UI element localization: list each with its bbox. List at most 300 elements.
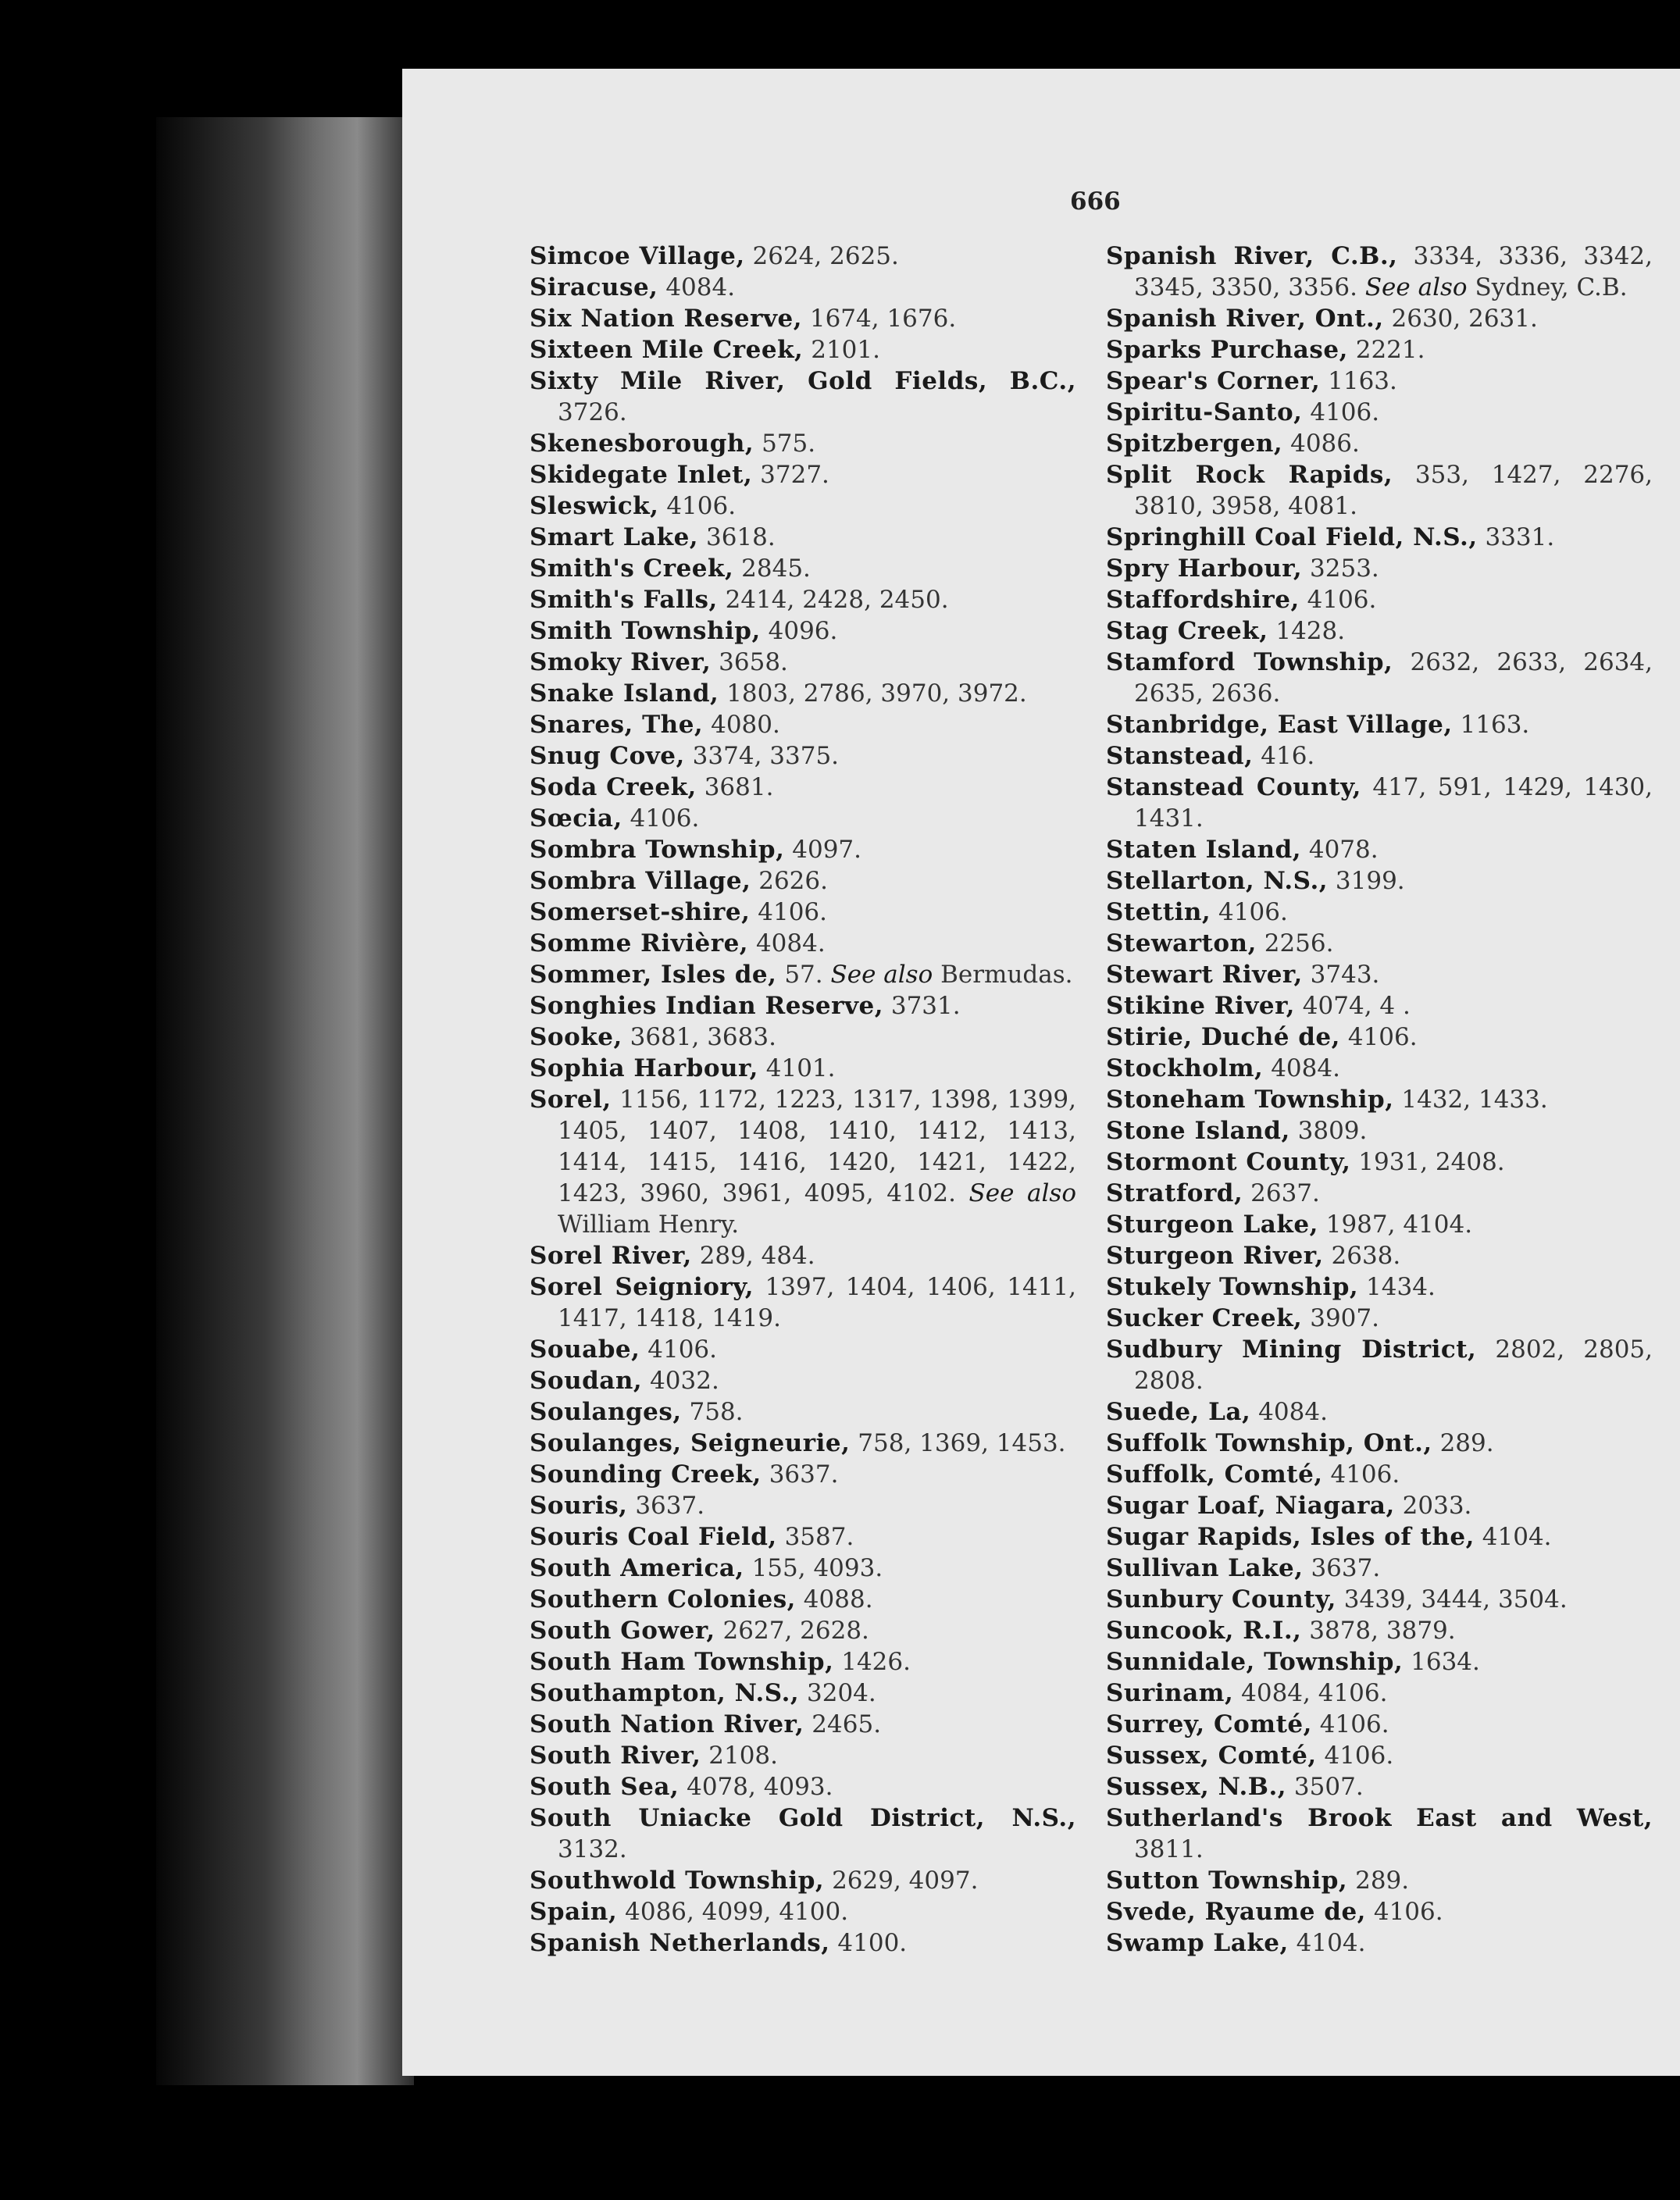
- entry-name: Stanbridge, East Village,: [1106, 711, 1453, 739]
- entry-page-refs: 289.: [1355, 1867, 1410, 1895]
- entry-name: Soda Creek,: [530, 773, 697, 801]
- entry-name: Sounding Creek,: [530, 1460, 762, 1489]
- index-entry: [530, 241, 1076, 272]
- entry-page-refs: 4106.: [666, 492, 737, 520]
- entry-page-refs: 3637.: [635, 1492, 705, 1520]
- index-entry: [1106, 709, 1653, 740]
- index-entry: [1106, 1678, 1653, 1709]
- entry-name: Smoky River,: [530, 648, 712, 676]
- entry-page-refs: 4106.: [1347, 1023, 1418, 1051]
- entry-page-refs: 4106.: [1319, 1710, 1389, 1738]
- entry-name: Somme Rivière,: [530, 929, 749, 957]
- entry-name: Stewart River,: [1106, 961, 1303, 989]
- entry-page-refs: 3637.: [1311, 1554, 1381, 1582]
- entry-page-refs: 1432, 1433.: [1401, 1086, 1548, 1114]
- index-entry: [1106, 1240, 1653, 1271]
- entry-page-refs: 3587.: [784, 1523, 854, 1551]
- see-also-label: See also: [968, 1179, 1076, 1207]
- index-entry: [1106, 1334, 1653, 1396]
- entry-page-refs: 57.: [784, 961, 823, 989]
- entry-page-refs: 1674, 1676.: [809, 305, 957, 333]
- entry-name: Sorel Seigniory,: [530, 1273, 754, 1301]
- entry-page-refs: 2033.: [1402, 1492, 1472, 1520]
- entry-name: Southern Colonies,: [530, 1585, 796, 1613]
- entry-name: Suffolk, Comté,: [1106, 1460, 1323, 1489]
- entry-name: Spitzbergen,: [1106, 430, 1283, 458]
- entry-page-refs: 289.: [1439, 1429, 1494, 1457]
- entry-name: Sunbury County,: [1106, 1585, 1336, 1613]
- entry-page-refs: 2802, 2805, 2808.: [1134, 1335, 1653, 1395]
- entry-name: Souris Coal Field,: [530, 1523, 777, 1551]
- entry-name: Stratford,: [1106, 1179, 1243, 1207]
- index-entry: [1106, 1084, 1653, 1115]
- index-entry: [530, 1584, 1076, 1615]
- entry-page-refs: 3331.: [1485, 523, 1555, 551]
- index-entry: [530, 1553, 1076, 1584]
- entry-page-refs: 417, 591, 1429, 1430, 1431.: [1134, 773, 1653, 833]
- index-entry: [1106, 1927, 1653, 1959]
- entry-page-refs: 2627, 2628.: [722, 1617, 869, 1645]
- entry-page-refs: 4104.: [1482, 1523, 1552, 1551]
- entry-name: Stanstead County,: [1106, 773, 1361, 801]
- entry-page-refs: 2624, 2625.: [752, 242, 899, 270]
- entry-name: Sleswick,: [530, 492, 659, 520]
- entry-name: Stoneham Township,: [1106, 1086, 1394, 1114]
- entry-name: Sunnidale, Township,: [1106, 1648, 1404, 1676]
- entry-name: Sombra Village,: [530, 867, 751, 895]
- entry-page-refs: 1931, 2408.: [1358, 1148, 1505, 1176]
- see-also-target: Sydney, C.B.: [1475, 273, 1628, 301]
- index-entry: [1106, 1584, 1653, 1615]
- entry-name: Sullivan Lake,: [1106, 1554, 1304, 1582]
- entry-name: Snug Cove,: [530, 742, 685, 770]
- entry-name: Sudbury Mining District,: [1106, 1335, 1477, 1364]
- index-entry: [1106, 1646, 1653, 1678]
- entry-page-refs: 4097.: [792, 836, 862, 864]
- index-entry: [530, 1022, 1076, 1053]
- entry-name: Soulanges, Seigneurie,: [530, 1429, 851, 1457]
- index-entry: [530, 1240, 1076, 1271]
- index-entry: [1106, 740, 1653, 772]
- entry-name: Stag Creek,: [1106, 617, 1268, 645]
- index-entry: [530, 740, 1076, 772]
- entry-name: Stellarton, N.S.,: [1106, 867, 1329, 895]
- entry-name: South Uniacke Gold District, N.S.,: [530, 1804, 1076, 1832]
- entry-name: Sutton Township,: [1106, 1867, 1348, 1895]
- index-entry: [530, 1771, 1076, 1802]
- entry-page-refs: 4084, 4106.: [1241, 1679, 1388, 1707]
- entry-page-refs: 2637.: [1250, 1179, 1320, 1207]
- entry-page-refs: 3253.: [1310, 554, 1379, 583]
- index-entry: [530, 615, 1076, 647]
- index-entry: [1106, 1209, 1653, 1240]
- index-entry: [530, 1802, 1076, 1865]
- entry-page-refs: 2629, 4097.: [832, 1867, 979, 1895]
- entry-page-refs: 3727.: [760, 461, 829, 489]
- entry-page-refs: 3507.: [1293, 1773, 1364, 1801]
- entry-page-refs: 2465.: [811, 1710, 882, 1738]
- index-entry: [1106, 990, 1653, 1022]
- entry-name: Songhies Indian Reserve,: [530, 992, 883, 1020]
- index-entry: [1106, 428, 1653, 459]
- index-entry: [1106, 1771, 1653, 1802]
- entry-page-refs: 1803, 2786, 3970, 3972.: [726, 679, 1027, 708]
- entry-page-refs: 4106.: [1307, 586, 1377, 614]
- index-entry: [1106, 1615, 1653, 1646]
- index-entry: [1106, 834, 1653, 865]
- index-entry: [1106, 615, 1653, 647]
- entry-name: Sussex, N.B.,: [1106, 1773, 1287, 1801]
- entry-page-refs: 4106.: [647, 1335, 717, 1364]
- entry-name: Somerset-shire,: [530, 898, 751, 926]
- index-entry: [530, 865, 1076, 897]
- entry-name: Smith's Falls,: [530, 586, 718, 614]
- entry-name: Stettin,: [1106, 898, 1211, 926]
- entry-name: Suede, La,: [1106, 1398, 1251, 1426]
- index-entry: [530, 522, 1076, 553]
- page-number: 666: [1070, 187, 1121, 216]
- entry-name: Smith's Creek,: [530, 554, 734, 583]
- entry-name: Spanish Netherlands,: [530, 1929, 830, 1957]
- entry-page-refs: 2101.: [811, 336, 880, 364]
- index-entry: [530, 1927, 1076, 1959]
- index-entry: [530, 1740, 1076, 1771]
- entry-page-refs: 4074, 4 .: [1302, 992, 1411, 1020]
- index-entry: [1106, 522, 1653, 553]
- entry-name: Stockholm,: [1106, 1054, 1264, 1082]
- index-entry: [1106, 241, 1653, 303]
- entry-page-refs: 4084.: [1258, 1398, 1328, 1426]
- entry-page-refs: 4106.: [758, 898, 828, 926]
- entry-name: Sturgeon River,: [1106, 1242, 1324, 1270]
- entry-page-refs: 758.: [689, 1398, 744, 1426]
- entry-page-refs: 4080.: [711, 711, 780, 739]
- entry-page-refs: 3809.: [1297, 1117, 1368, 1145]
- entry-name: Snake Island,: [530, 679, 719, 708]
- index-entry: [530, 959, 1076, 990]
- index-entry: [530, 834, 1076, 865]
- see-also-target: William Henry.: [558, 1211, 740, 1239]
- index-entry: [530, 1365, 1076, 1396]
- entry-name: Spear's Corner,: [1106, 367, 1321, 395]
- entry-name: Surinam,: [1106, 1679, 1234, 1707]
- entry-page-refs: 3878, 3879.: [1309, 1617, 1456, 1645]
- entry-name: Sturgeon Lake,: [1106, 1211, 1318, 1239]
- index-entry: [530, 990, 1076, 1022]
- index-entry: [1106, 1459, 1653, 1490]
- index-entry: [1106, 1115, 1653, 1146]
- entry-page-refs: 1987, 4104.: [1325, 1211, 1473, 1239]
- entry-page-refs: 4100.: [837, 1929, 908, 1957]
- entry-page-refs: 4101.: [765, 1054, 836, 1082]
- index-entry: [1106, 1709, 1653, 1740]
- entry-page-refs: 1428.: [1275, 617, 1346, 645]
- entry-page-refs: 758, 1369, 1453.: [858, 1429, 1066, 1457]
- index-entry: [530, 1615, 1076, 1646]
- index-entry: [1106, 1896, 1653, 1927]
- entry-name: South Gower,: [530, 1617, 715, 1645]
- entry-name: Spanish River, Ont.,: [1106, 305, 1384, 333]
- index-entry: [530, 428, 1076, 459]
- entry-page-refs: 3681.: [704, 773, 774, 801]
- entry-page-refs: 3334, 3336, 3342, 3345, 3350, 3356.: [1134, 242, 1653, 301]
- entry-name: Skenesborough,: [530, 430, 754, 458]
- entry-name: Souabe,: [530, 1335, 640, 1364]
- entry-name: Sorel River,: [530, 1242, 692, 1270]
- entry-name: Spiritu-Santo,: [1106, 398, 1303, 426]
- entry-page-refs: 4078, 4093.: [687, 1773, 833, 1801]
- index-entry: [530, 772, 1076, 803]
- index-entry: [530, 272, 1076, 303]
- entry-name: Sugar Rapids, Isles of the,: [1106, 1523, 1475, 1551]
- index-entry: [1106, 1865, 1653, 1896]
- entry-name: South River,: [530, 1742, 701, 1770]
- entry-page-refs: 3637.: [769, 1460, 839, 1489]
- entry-name: Smith Township,: [530, 617, 761, 645]
- index-entry: [530, 1428, 1076, 1459]
- entry-name: Six Nation Reserve,: [530, 305, 802, 333]
- index-entry: [1106, 553, 1653, 584]
- index-entry: [530, 459, 1076, 490]
- entry-page-refs: 4106.: [1310, 398, 1380, 426]
- entry-page-refs: 155, 4093.: [751, 1554, 883, 1582]
- index-entry: [1106, 1802, 1653, 1865]
- index-entry: [1106, 584, 1653, 615]
- entry-page-refs: 3439, 3444, 3504.: [1343, 1585, 1568, 1613]
- index-entry: [530, 490, 1076, 522]
- entry-page-refs: 575.: [762, 430, 816, 458]
- index-entry: [530, 1459, 1076, 1490]
- entry-name: Sommer, Isles de,: [530, 961, 777, 989]
- entry-page-refs: 289, 484.: [699, 1242, 815, 1270]
- entry-name: Sixty Mile River, Gold Fields, B.C.,: [530, 367, 1076, 395]
- entry-name: Staffordshire,: [1106, 586, 1300, 614]
- entry-page-refs: 1634.: [1411, 1648, 1480, 1676]
- entry-name: Sussex, Comté,: [1106, 1742, 1317, 1770]
- entry-name: South Nation River,: [530, 1710, 804, 1738]
- entry-page-refs: 4084.: [1271, 1054, 1340, 1082]
- entry-page-refs: 4078.: [1308, 836, 1379, 864]
- index-entry: [1106, 1521, 1653, 1553]
- entry-name: Staten Island,: [1106, 836, 1301, 864]
- index-entry: [530, 303, 1076, 334]
- entry-page-refs: 3907.: [1310, 1304, 1379, 1332]
- entry-name: Smart Lake,: [530, 523, 699, 551]
- index-entry: [1106, 365, 1653, 397]
- index-entry: [530, 1271, 1076, 1334]
- index-entry: [1106, 1053, 1653, 1084]
- index-entry: [530, 334, 1076, 365]
- index-entry: [530, 584, 1076, 615]
- entry-name: Soudan,: [530, 1367, 643, 1395]
- index-entry: [1106, 959, 1653, 990]
- index-entry: [1106, 1146, 1653, 1178]
- entry-name: Snares, The,: [530, 711, 704, 739]
- index-entry: [1106, 772, 1653, 834]
- entry-name: Souris,: [530, 1492, 628, 1520]
- index-entry: [530, 1896, 1076, 1927]
- index-entry: [1106, 928, 1653, 959]
- entry-page-refs: 1163.: [1328, 367, 1397, 395]
- entry-name: Spain,: [530, 1898, 618, 1926]
- index-entry: [1106, 1271, 1653, 1303]
- entry-page-refs: 2108.: [708, 1742, 779, 1770]
- index-entry: [1106, 303, 1653, 334]
- entry-page-refs: 4086.: [1290, 430, 1360, 458]
- index-entry: [530, 803, 1076, 834]
- entry-name: Suffolk Township, Ont.,: [1106, 1429, 1432, 1457]
- entry-name: Skidegate Inlet,: [530, 461, 753, 489]
- entry-name: Suncook, R.I.,: [1106, 1617, 1302, 1645]
- entry-page-refs: 4106.: [1324, 1742, 1394, 1770]
- entry-name: Sixteen Mile Creek,: [530, 336, 804, 364]
- entry-page-refs: 1426.: [841, 1648, 911, 1676]
- book-spine: [156, 117, 414, 2085]
- index-entry: [1106, 897, 1653, 928]
- entry-name: Sooke,: [530, 1023, 622, 1051]
- entry-name: Southwold Township,: [530, 1867, 825, 1895]
- entry-name: Springhill Coal Field, N.S.,: [1106, 523, 1478, 551]
- index-entry: [530, 1334, 1076, 1365]
- index-entry: [530, 1646, 1076, 1678]
- index-entry: [530, 1084, 1076, 1240]
- entry-page-refs: 2256.: [1264, 929, 1334, 957]
- entry-page-refs: 4084.: [665, 273, 736, 301]
- entry-page-refs: 1434.: [1366, 1273, 1436, 1301]
- entry-page-refs: 353, 1427, 2276, 3810, 3958, 4081.: [1134, 461, 1653, 520]
- entry-name: Sophia Harbour,: [530, 1054, 758, 1082]
- entry-page-refs: 1156, 1172, 1223, 1317, 1398, 1399, 1405, 1407, 1408, 1410, 1412, 1413, 1414, 1415, 1416, 1420, 1421, 1422, 1423, 3960, 3961, 4095, 4102.: [558, 1086, 1076, 1207]
- index-entry: [1106, 1740, 1653, 1771]
- entry-page-refs: 3731.: [890, 992, 961, 1020]
- entry-name: Split Rock Rapids,: [1106, 461, 1393, 489]
- entry-name: Swamp Lake,: [1106, 1929, 1289, 1957]
- entry-page-refs: 4032.: [650, 1367, 719, 1395]
- entry-name: Svede, Ryaume de,: [1106, 1898, 1366, 1926]
- entry-page-refs: 3743.: [1310, 961, 1380, 989]
- entry-name: Sucker Creek,: [1106, 1304, 1303, 1332]
- entry-page-refs: 4084.: [755, 929, 826, 957]
- see-also-target: Bermudas.: [940, 961, 1073, 989]
- entry-name: South Sea,: [530, 1773, 679, 1801]
- index-entry: [530, 1678, 1076, 1709]
- entry-page-refs: 4106.: [630, 804, 700, 833]
- entry-name: Siracuse,: [530, 273, 658, 301]
- see-also-label: See also: [830, 961, 933, 989]
- entry-page-refs: 2630, 2631.: [1391, 305, 1538, 333]
- entry-name: Sombra Township,: [530, 836, 785, 864]
- index-entry: [1106, 1553, 1653, 1584]
- entry-name: Stewarton,: [1106, 929, 1257, 957]
- entry-page-refs: 3199.: [1335, 867, 1405, 895]
- entry-name: Stanstead,: [1106, 742, 1254, 770]
- index-entry: [530, 897, 1076, 928]
- index-entry: [1106, 1303, 1653, 1334]
- entry-page-refs: 2626.: [758, 867, 828, 895]
- index-entry: [1106, 1396, 1653, 1428]
- entry-name: Sutherland's Brook East and West,: [1106, 1804, 1653, 1832]
- entry-page-refs: 4106.: [1330, 1460, 1400, 1489]
- entry-page-refs: 3618.: [705, 523, 776, 551]
- entry-page-refs: 2221.: [1355, 336, 1425, 364]
- index-entry: [1106, 647, 1653, 709]
- entry-page-refs: 3658.: [719, 648, 788, 676]
- entry-name: Sugar Loaf, Niagara,: [1106, 1492, 1395, 1520]
- index-entry: [530, 1053, 1076, 1084]
- index-entry: [530, 553, 1076, 584]
- entry-page-refs: 4086, 4099, 4100.: [625, 1898, 849, 1926]
- index-entry: [1106, 865, 1653, 897]
- entry-page-refs: 3374, 3375.: [692, 742, 840, 770]
- index-entry: [530, 1865, 1076, 1896]
- index-entry: [530, 928, 1076, 959]
- index-entry: [1106, 459, 1653, 522]
- index-entry: [530, 365, 1076, 428]
- entry-name: Spanish River, C.B.,: [1106, 242, 1398, 270]
- index-entry: [1106, 397, 1653, 428]
- entry-name: Stormont County,: [1106, 1148, 1351, 1176]
- entry-page-refs: 2845.: [741, 554, 811, 583]
- index-column-left: [530, 241, 1076, 1959]
- entry-page-refs: 416.: [1261, 742, 1315, 770]
- entry-page-refs: 3681, 3683.: [630, 1023, 776, 1051]
- index-entry: [1106, 1022, 1653, 1053]
- entry-name: Southampton, N.S.,: [530, 1679, 800, 1707]
- entry-page-refs: 1163.: [1460, 711, 1530, 739]
- entry-name: South Ham Township,: [530, 1648, 834, 1676]
- entry-page-refs: 3726.: [558, 398, 627, 426]
- entry-page-refs: 4106.: [1218, 898, 1288, 926]
- entry-page-refs: 3132.: [558, 1835, 627, 1863]
- entry-page-refs: 4088.: [803, 1585, 873, 1613]
- entry-name: Stirie, Duché de,: [1106, 1023, 1340, 1051]
- entry-page-refs: 3204.: [807, 1679, 876, 1707]
- entry-page-refs: 2638.: [1331, 1242, 1401, 1270]
- entry-name: Soulanges,: [530, 1398, 682, 1426]
- entry-page-refs: 3811.: [1134, 1835, 1204, 1863]
- entry-page-refs: 4104.: [1296, 1929, 1366, 1957]
- index-entry: [530, 1709, 1076, 1740]
- entry-page-refs: 1397, 1404, 1406, 1411, 1417, 1418, 1419.: [558, 1273, 1076, 1332]
- entry-page-refs: 4096.: [768, 617, 838, 645]
- entry-page-refs: 4106.: [1373, 1898, 1443, 1926]
- index-entry: [1106, 1178, 1653, 1209]
- index-column-right: [1106, 241, 1653, 1959]
- entry-page-refs: 2414, 2428, 2450.: [725, 586, 949, 614]
- index-entry: [530, 678, 1076, 709]
- index-entry: [1106, 1428, 1653, 1459]
- entry-name: Simcoe Village,: [530, 242, 745, 270]
- index-entry: [530, 1521, 1076, 1553]
- entry-name: Stamford Township,: [1106, 648, 1393, 676]
- entry-name: Stukely Township,: [1106, 1273, 1359, 1301]
- entry-name: Sœcia,: [530, 804, 622, 833]
- entry-name: Sparks Purchase,: [1106, 336, 1348, 364]
- see-also-label: See also: [1364, 273, 1468, 301]
- entry-name: South America,: [530, 1554, 744, 1582]
- index-entry: [530, 1490, 1076, 1521]
- index-entry: [1106, 1490, 1653, 1521]
- entry-name: Stikine River,: [1106, 992, 1295, 1020]
- entry-name: Sorel,: [530, 1086, 612, 1114]
- entry-name: Surrey, Comté,: [1106, 1710, 1312, 1738]
- entry-name: Stone Island,: [1106, 1117, 1290, 1145]
- index-entry: [530, 1396, 1076, 1428]
- index-entry: [530, 709, 1076, 740]
- entry-name: Spry Harbour,: [1106, 554, 1303, 583]
- index-entry: [530, 647, 1076, 678]
- entry-page-refs: 2632, 2633, 2634, 2635, 2636.: [1134, 648, 1653, 708]
